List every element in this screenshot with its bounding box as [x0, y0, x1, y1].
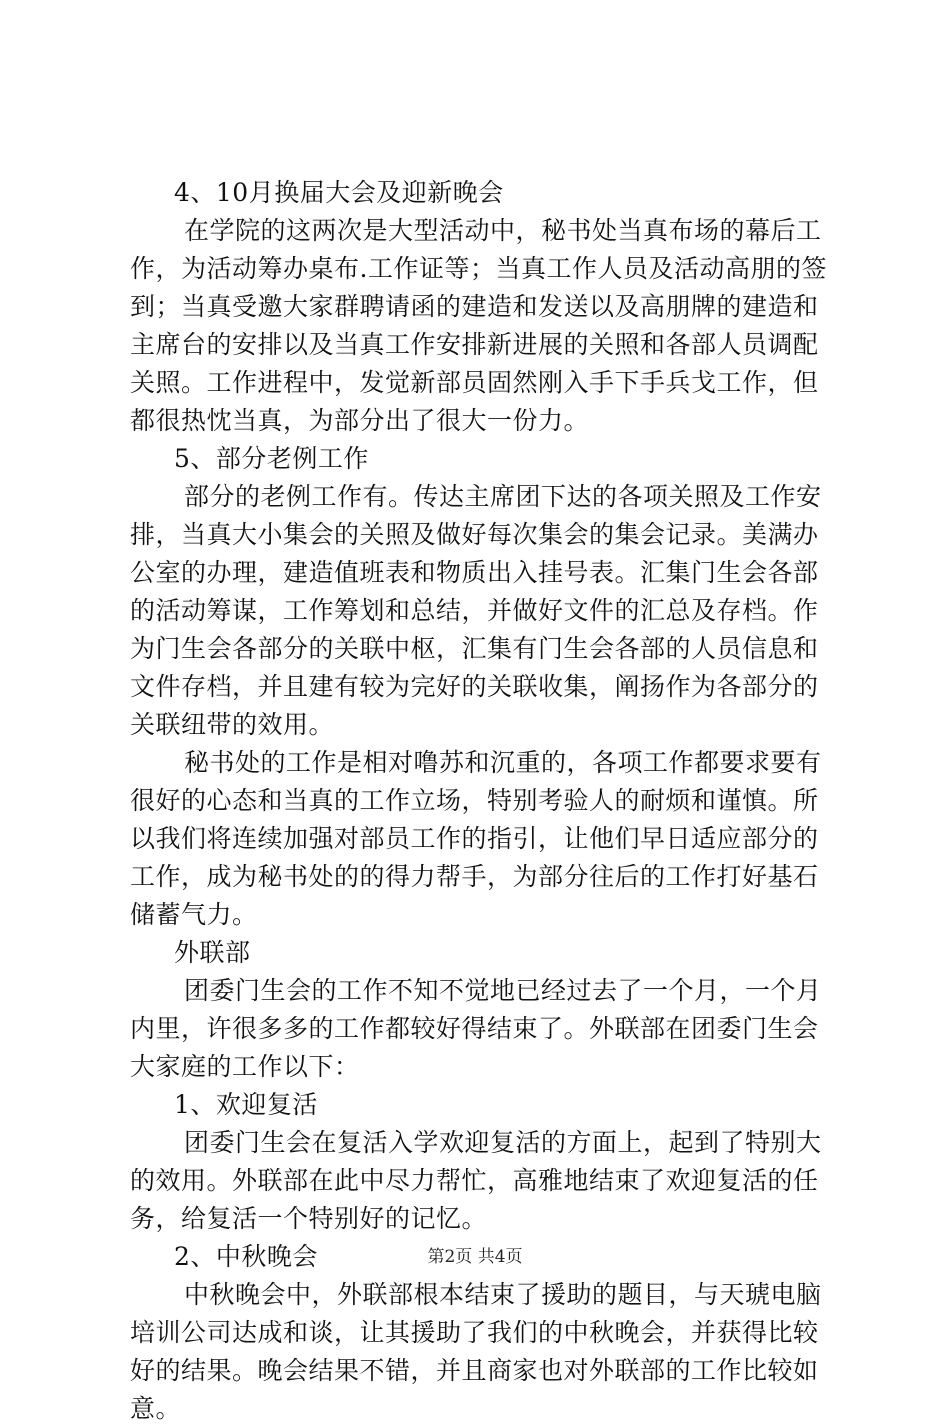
- paragraph-line: 秘书处的工作是相对噜苏和沉重的，各项工作都要求要有: [184, 748, 822, 777]
- section-heading: 2、中秋晚会: [174, 1242, 318, 1271]
- paragraph-line: 以我们将连续加强对部员工作的指引，让他们早日适应部分的: [130, 824, 819, 853]
- paragraph-line: 公室的办理，建造值班表和物质出入挂号表。汇集门生会各部: [130, 558, 819, 587]
- paragraph-line: 很好的心态和当真的工作立场，特别考验人的耐烦和谨慎。所: [130, 786, 819, 815]
- section-heading: 4、10月换届大会及迎新晚会: [174, 178, 504, 207]
- paragraph-line: 团委门生会在复活入学欢迎复活的方面上，起到了特别大: [184, 1128, 822, 1157]
- paragraph-line: 务，给复活一个特别好的记忆。: [130, 1204, 488, 1233]
- paragraph-line: 工作，成为秘书处的的得力帮手，为部分往后的工作打好基石: [130, 862, 819, 891]
- paragraph-line: 作，为活动筹办桌布.工作证等；当真工作人员及活动高朋的签: [130, 254, 827, 283]
- paragraph-line: 内里，许很多多的工作都较好得结束了。外联部在团委门生会: [130, 1014, 819, 1043]
- page-footer: 第2页 共4页: [427, 1247, 523, 1267]
- paragraph-line: 团委门生会的工作不知不觉地已经过去了一个月，一个月: [184, 976, 822, 1005]
- paragraph-line: 都很热忱当真，为部分出了很大一份力。: [130, 406, 590, 435]
- paragraph-line: 主席台的安排以及当真工作安排新进展的关照和各部人员调配: [130, 330, 819, 359]
- section-heading: 5、部分老例工作: [174, 444, 369, 473]
- paragraph-line: 为门生会各部分的关联中枢，汇集有门生会各部的人员信息和: [130, 634, 819, 663]
- section-heading: 外联部: [174, 938, 251, 967]
- section-heading: 1、欢迎复活: [174, 1090, 318, 1119]
- paragraph-line: 的效用。外联部在此中尽力帮忙，高雅地结束了欢迎复活的任: [130, 1166, 819, 1195]
- paragraph-line: 部分的老例工作有。传达主席团下达的各项关照及工作安: [184, 482, 822, 511]
- paragraph-line: 在学院的这两次是大型活动中，秘书处当真布场的幕后工: [184, 216, 822, 245]
- paragraph-line: 关联纽带的效用。: [130, 710, 335, 739]
- paragraph-line: 排，当真大小集会的关照及做好每次集会的集会记录。美满办: [130, 520, 819, 549]
- paragraph-line: 中秋晚会中，外联部根本结束了援助的题目，与天琥电脑: [184, 1280, 822, 1309]
- document-body: [130, 174, 830, 1428]
- paragraph-line: 关照。工作进程中，发觉新部员固然刚入手下手兵戈工作，但: [130, 368, 819, 397]
- paragraph-line: 大家庭的工作以下：: [130, 1052, 360, 1081]
- paragraph-line: 的活动筹谋，工作筹划和总结，并做好文件的汇总及存档。作: [130, 596, 819, 625]
- paragraph-line: 意。: [130, 1394, 182, 1423]
- paragraph-line: 到；当真受邀大家群聘请函的建造和发送以及高朋牌的建造和: [130, 292, 819, 321]
- paragraph-line: 文件存档，并且建有较为完好的关联收集，阐扬作为各部分的: [130, 672, 819, 701]
- paragraph-line: 培训公司达成和谈，让其援助了我们的中秋晚会，并获得比较: [130, 1318, 819, 1347]
- paragraph-line: 储蓄气力。: [130, 900, 258, 929]
- paragraph-line: 好的结果。晚会结果不错，并且商家也对外联部的工作比较如: [130, 1356, 819, 1385]
